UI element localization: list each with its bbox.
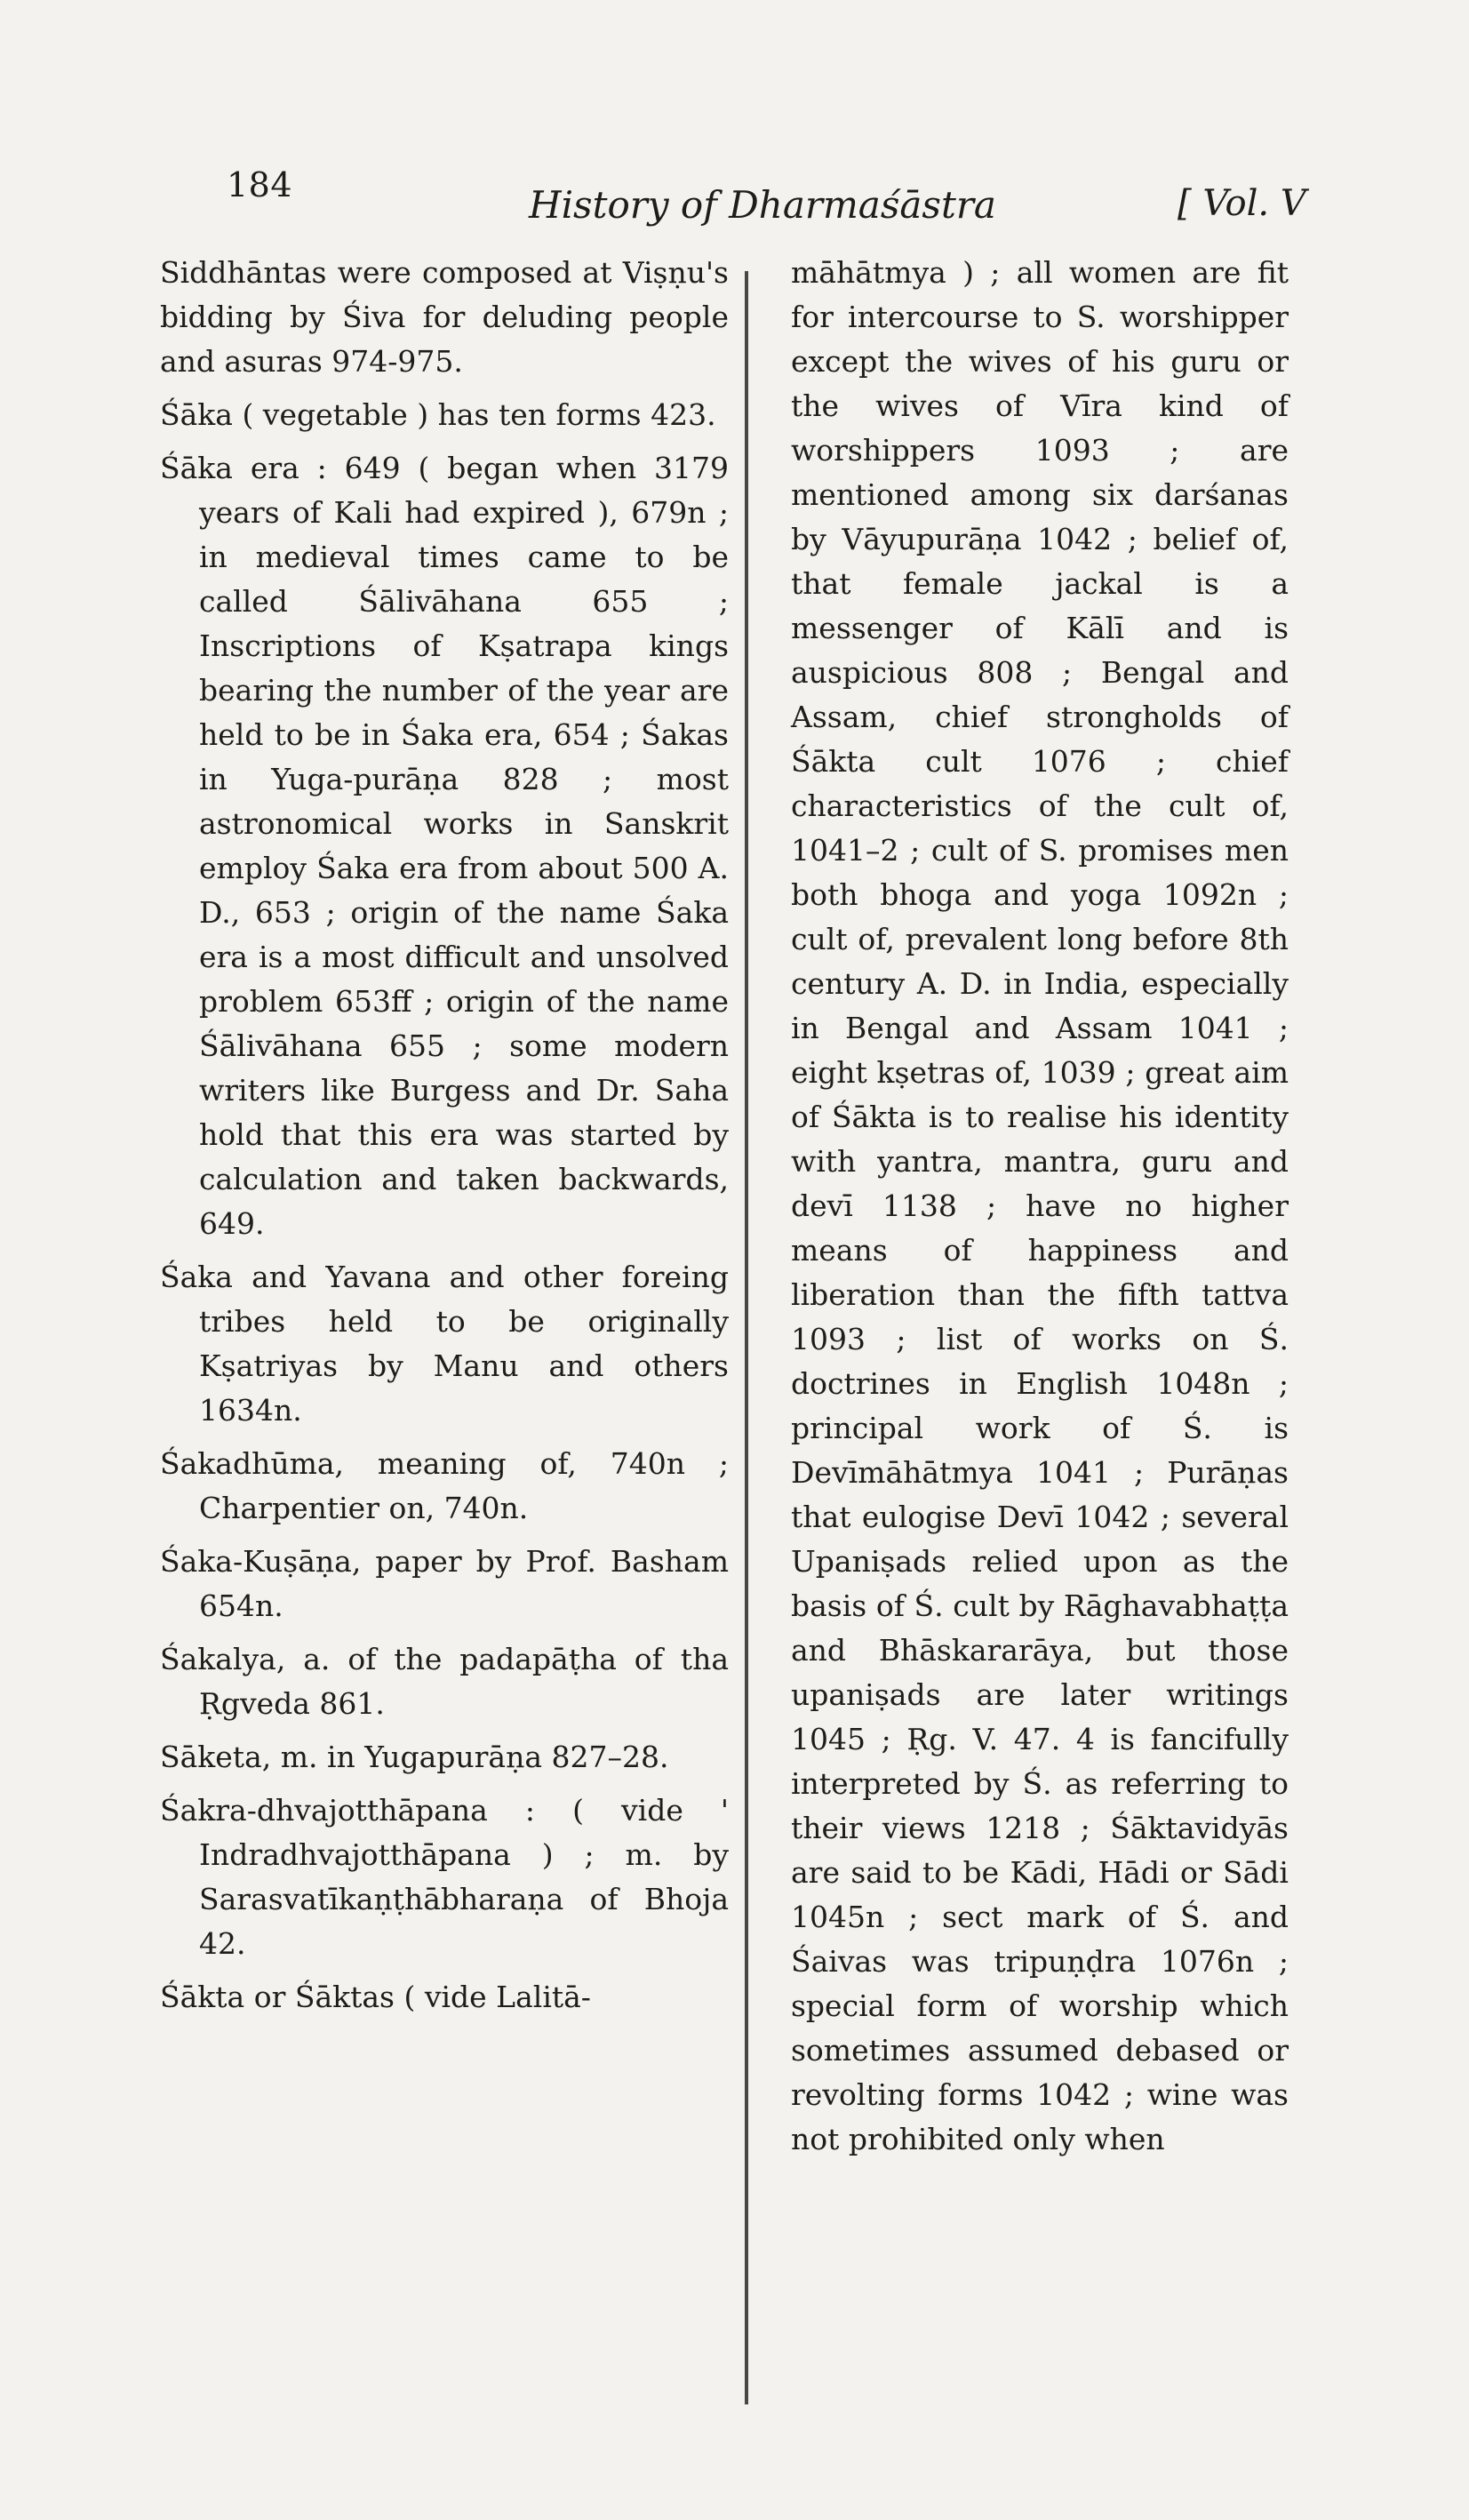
- index-entry: Śākta or Śāktas ( vide Lalitā-: [160, 1980, 591, 2014]
- index-entry: Śāka ( vegetable ) has ten forms 423.: [160, 397, 716, 432]
- index-entry: Śaka-Kuṣāṇa, paper by Prof. Basham 654n.: [160, 1544, 729, 1623]
- index-entry: Śāka era : 649 ( began when 3179 years of Kali had expired ), 679n ; in medieval times came to be called Śālivāhana 655 ; Inscriptions of Kṣatrapa kings bearing the number of the year are held to be in Śaka era, 654 ; Śakas in Yuga-purāṇa 828 ; most astronomical works in Sanskrit employ Śaka era from about 500 A. D., 653 ; origin of the name Śaka era is a most difficult and unsolved problem 653ff ; origin of the name Śālivāhana 655 ; some modern writers like Burgess and Dr. Saha hold that this era was started by calculation and taken backwards, 649.: [160, 451, 729, 1241]
- page-number: 184: [227, 165, 293, 204]
- index-entry: Śakalya, a. of the padapāṭha of tha Ṛgveda 861.: [160, 1642, 729, 1721]
- volume-label: [ Vol. V: [1178, 183, 1306, 224]
- right-index-column: [791, 251, 1289, 2162]
- column-divider: [745, 271, 748, 2404]
- left-index-column: [160, 251, 729, 2020]
- index-entry: Siddhāntas were composed at Viṣṇu's bidding by Śiva for deluding people and asuras 974-975.: [160, 255, 729, 379]
- page-header: [0, 0, 1469, 267]
- index-entry: Sāketa, m. in Yugapurāṇa 827–28.: [160, 1740, 669, 1774]
- index-entry: Śakra-dhvajotthāpana : ( vide ' Indradhvajotthāpana ) ; m. by Sarasvatīkaṇṭhābharaṇa of Bhoja 42.: [160, 1793, 729, 1961]
- index-entry: Śakadhūma, meaning of, 740n ; Charpentier on, 740n.: [160, 1446, 729, 1525]
- index-entry: Śaka and Yavana and other foreing tribes held to be originally Kṣatriyas by Manu and others 1634n.: [160, 1260, 729, 1428]
- index-entry: māhātmya ) ; all women are fit for intercourse to S. worshipper except the wives of his guru or the wives of Vīra kind of worshippers 1093 ; are mentioned among six darśanas by Vāyupurāṇa 1042 ; belief of, that female jackal is a messenger of Kālī and is auspicious 808 ; Bengal and Assam, chief strongholds of Śākta cult 1076 ; chief characteristics of the cult of, 1041–2 ; cult of S. promises men both bhoga and yoga 1092n ; cult of, prevalent long before 8th century A. D. in India, especially in Bengal and Assam 1041 ; eight kṣetras of, 1039 ; great aim of Śākta is to realise his identity with yantra, mantra, guru and devī 1138 ; have no higher means of happiness and liberation than the fifth tattva 1093 ; list of works on Ś. doctrines in English 1048n ; principal work of Ś. is Devīmāhātmya 1041 ; Purāṇas that eulogise Devī 1042 ; several Upaniṣads relied upon as the basis of Ś. cult by Rāghavabhaṭṭa and Bhāskararāya, but those upaniṣads are later writings 1045 ; Ṛg. V. 47. 4 is fancifully interpreted by Ś. as referring to their views 1218 ; Śāktavidyās are said to be Kādi, Hādi or Sādi 1045n ; sect mark of Ś. and Śaivas was tripuṇḍra 1076n ; special form of worship which sometimes assumed debased or revolting forms 1042 ; wine was not prohibited only when: [791, 255, 1289, 2156]
- running-title: History of Dharmaśāstra: [529, 183, 996, 227]
